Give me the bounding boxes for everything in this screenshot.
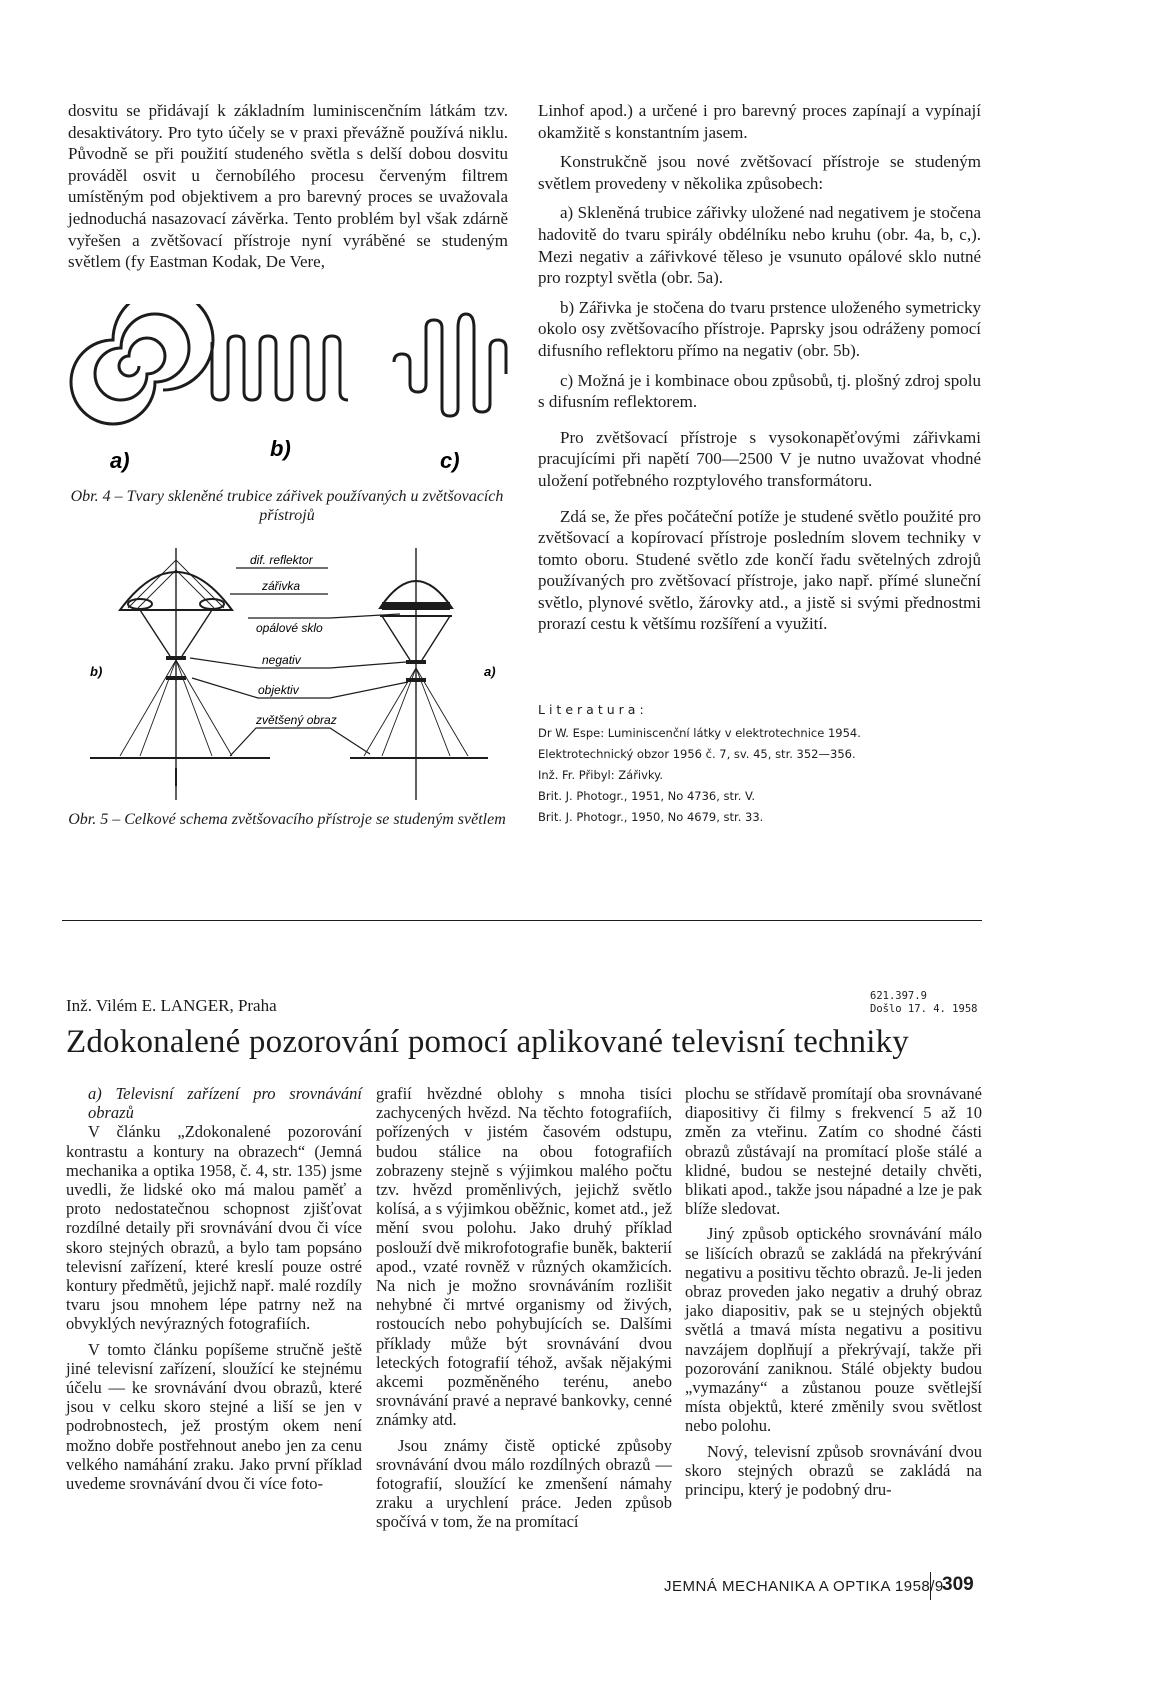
right-paragraph-4: b) Zářivka je stočena do tvaru prstence uloženého symetricky okolo osy zvětšovacího přístroje. Paprsky jsou odráženy pomocí difusního reflektoru přímo na negativ (obr. 5b). [538, 297, 981, 360]
article-column-3 [685, 1084, 982, 1499]
article-column-1 [66, 1084, 362, 1493]
column-1-paragraph-2: V tomto článku popíšeme stručně ještě jiné televisní zařízení, sloužící ke stejnému účelu — ke srovnávání dvou obrazů, které jsou v celku skoro stejné a liší se jen v podrobnostech, jež prostým okem není možno dobře postřehnout anebo jen za cenu velkého namáhání zraku. Jako první příklad uvedeme srovnávání dvou či více foto- [66, 1339, 362, 1494]
literature-item: Brit. J. Photogr., 1951, No 4736, str. V. [538, 789, 756, 803]
received-date: Došlo 17. 4. 1958 [870, 1003, 978, 1015]
column-2-paragraph-2: Jsou známy čistě optické způsoby srovnávání dvou málo rozdílných obrazů — fotografií, sloužící ke zmenšení námahy zraku a urychlení práce. Jeden způsob spočívá v tom, že na promítací [376, 1435, 672, 1532]
fig5-label-b: b) [90, 664, 103, 679]
serpentine-tube-shape [212, 336, 348, 400]
section-divider [62, 920, 982, 921]
footer-journal: JEMNÁ MECHANIKA A OPTIKA 1958/9 [664, 1578, 944, 1595]
column-1-paragraph-1: V článku „Zdokonalené pozorování kontrastu a kontury na obrazech“ (Jemná mechanika a optika 1958, č. 4, str. 135) jsme uvedli, že lidské oko má malou paměť a proto nedostatečnou schopnost zjišťovat rozdílné detaily při srovnávání dvou či více skoro stejných obrazů, a bylo tam popsáno televisní zařízení, které kreslí pouze ostré kontury předmětů, jejichž např. malé rozdíly tvaru jsou mnohem lépe patrny než na obvyklých nevýrazných fotografiích. [66, 1122, 362, 1334]
right-paragraph-6: Pro zvětšovací přístroje s vysokonapěťovými zářivkami pracujícími při napětí 700—2500 V je nutno uvažovat vhodné uložení potřebného rozptylového transformátoru. [538, 427, 981, 490]
literature-item: Inž. Fr. Přibyl: Zářivky. [538, 768, 664, 782]
top-right-column [538, 100, 981, 643]
right-paragraph-5: c) Možná je i kombinace obou způsobů, tj. plošný zdroj spolu s difusním reflektorem. [538, 370, 981, 412]
fig5-label-a: a) [484, 664, 496, 679]
footer-separator [930, 1572, 931, 1600]
label-objektiv: objektiv [258, 683, 299, 697]
fig4-label-a: a) [110, 448, 130, 473]
figure-4-caption: Obr. 4 – Tvary skleněné trubice zářivek používaných u zvětšovacích přístrojů [70, 488, 504, 524]
top-left-paragraph: dosvitu se přidávají k základním luminiscenčním látkám tzv. desaktivátory. Pro tyto účely se v praxi převážně používá niklu. Původně se při použití studeného světla s delší dobou dosvitu prováděl osvit u černobílého procesu červeným filtrem umístěným pod objektivem a pro barevný proces se uvažovala jednoduchá nasazovací závěrka. Tento problém byl však zdárně vyřešen a zvětšovací přístroje nyní vyráběné se studeným světlem (fy Eastman Kodak, De Vere, [68, 101, 508, 272]
spiral-tube-shape [71, 304, 213, 424]
right-paragraph-2: Konstrukčně jsou nové zvětšovací přístroje se studeným světlem provedeny v několika způsobech: [538, 152, 981, 193]
page-number: 309 [942, 1574, 974, 1595]
figure-4-drawing [64, 304, 514, 486]
article-column-2 [376, 1084, 672, 1532]
label-dif-reflektor: dif. reflektor [250, 553, 313, 567]
column-3-paragraph-3: Nový, televisní způsob srovnávání dvou skoro stejných obrazů se zakládá na principu, který je podobný dru- [685, 1441, 982, 1500]
literature-section [538, 702, 981, 828]
literature-item: Elektrotechnický obzor 1956 č. 7, sv. 45, str. 352—356. [538, 747, 856, 761]
top-left-column [68, 100, 508, 281]
right-paragraph-1: Linhof apod.) a určené i pro barevný proces zapínají a vypínají okamžitě s konstantním jasem. [538, 101, 981, 142]
literature-heading: Literatura: [538, 702, 648, 717]
label-opalove-sklo: opálové sklo [256, 621, 323, 635]
literature-list [538, 723, 981, 828]
figure-5 [80, 548, 510, 804]
column-3-paragraph-1: plochu se střídavě promítají oba srovnávané diapositivy či filmy s frekvencí 5 až 10 změn za vteřinu. Zatím co shodné části obrazů zůstávají na promítací ploše stálé a klidné, budou se nestejné detaily chvěti, blikati apod., takže jsou nápadné a lze je pak blíže sledovat. [685, 1084, 982, 1219]
literature-item: Dr W. Espe: Luminiscenční látky v elektrotechnice 1954. [538, 726, 861, 740]
fig4-label-b: b) [270, 436, 291, 461]
column-3-paragraph-2: Jiný způsob optického srovnávání málo se lišících obrazů se zakládá na překrývání negativu a positivu těchto obrazů. Je-li jeden obraz proveden jako negativ a druhý obraz jako diapositiv, pak se u stejných objektů světlá a tmavá místa negativu a positivu navzájem doplňují a překrývají, takže při pozorování zaniknou. Stálé objekty budou „vymazány“ a zůstanou pouze světlejší místa objektů, které změnily svou světlost nebo polohu. [685, 1224, 982, 1436]
graduated-serpentine-shape [394, 314, 506, 416]
article-meta [870, 990, 982, 1016]
article-byline: Inž. Vilém E. LANGER, Praha [66, 996, 277, 1015]
right-paragraph-3: a) Skleněná trubice zářivky uložené nad negativem je stočena hadovitě do tvaru spirály obdélníku nebo kruhu (obr. 4a, b, c,). Mezi negativ a zářivkové těleso je vsunuto opálové sklo nutné pro rozptyl světla (obr. 5a). [538, 203, 981, 288]
label-negativ: negativ [262, 653, 301, 667]
figure-5-caption: Obr. 5 – Celkové schema zvětšovacího přístroje se studeným světlem [68, 811, 506, 828]
figure-5-drawing [80, 548, 510, 804]
column-2-paragraph-1: grafií hvězdné oblohy s mnoha tisíci zachycených hvězd. Na těchto fotografiích, pořízených v jistém časovém odstupu, budou stálice na obou fotografiích zobrazeny stejně s výjimkou malého počtu tzv. hvězd proměnlivých, jejichž světlo kolísá, a s výjimkou oběžnic, komet atd., jež mění svou polohu. Jako druhý příklad poslouží dvě mikrofotografie buněk, bakterií apod., vzaté rovněž v různých okamžicích. Na nich je možno srovnáváním rozlišit nehybné či mrtvé organismy od živých, rostoucích nebo pohybujících se. Dalšími příklady může být srovnávání dvou leteckých fotografií téhož, avšak nějakými akcemi pozměněného terénu, anebo srovnávání pravé a nepravé bankovky, cenné známky atd. [376, 1084, 672, 1430]
label-zvetseny-obraz: zvětšený obraz [256, 713, 337, 727]
right-paragraph-7: Zdá se, že přes počáteční potíže je studené světlo použité pro zvětšovací a kopírovací přístroje posledním slovem techniky v tomto oboru. Studené světlo zde končí řadu světelných zdrojů používaných pro zvětšovací přístroje, jako např. přímé sluneční světlo, plynové světlo, žárovky atd., a jistě si svými přednostmi prorazí cestu k většímu rozšíření a využití. [538, 506, 981, 634]
label-zarivka: zářivka [262, 579, 301, 593]
literature-item: Brit. J. Photogr., 1950, No 4679, str. 33. [538, 810, 764, 824]
column-1-heading: a) Televisní zařízení pro srovnávání obrazů [88, 1084, 362, 1123]
fig4-label-c: c) [440, 448, 460, 473]
article-title: Zdokonalené pozorování pomocí aplikované televisní techniky [66, 1024, 909, 1060]
udc-code: 621.397.9 [870, 990, 927, 1002]
figure-4 [64, 304, 514, 486]
